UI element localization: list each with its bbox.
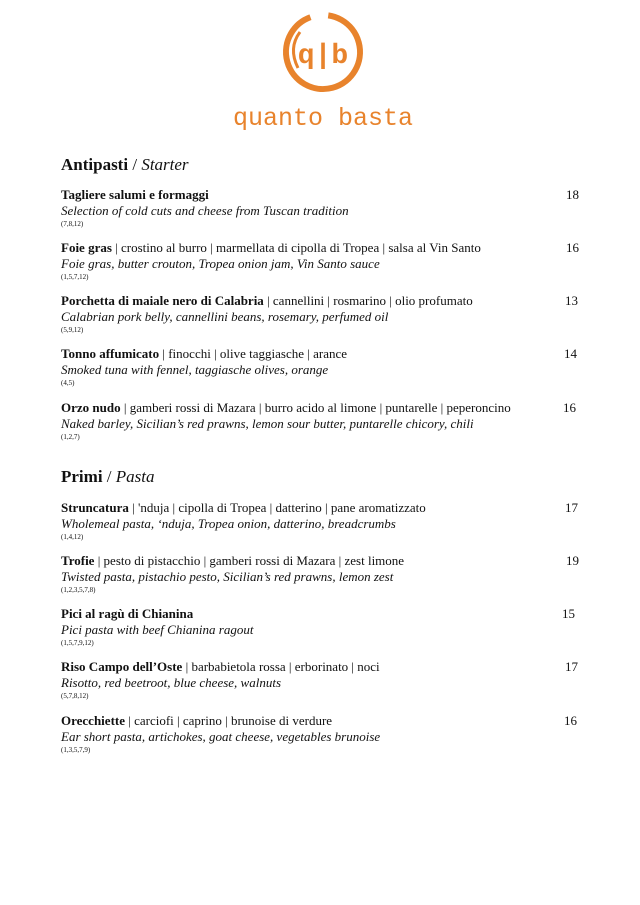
item-name: Foie gras (61, 240, 112, 255)
item-allergens: (1,2,7) (61, 433, 80, 441)
item-price: 13 (565, 293, 578, 308)
logo-monogram-icon (278, 8, 368, 98)
menu-item (61, 553, 581, 595)
item-name: Porchetta di maiale nero di Calabria (61, 293, 264, 308)
item-price: 19 (566, 553, 579, 568)
item-price: 14 (564, 346, 577, 361)
item-name: Orecchiette (61, 713, 125, 728)
menu-item (61, 187, 581, 229)
item-details: | cannellini | rosmarino | olio profumato (263, 293, 473, 308)
item-name: Tonno affumicato (61, 346, 160, 361)
item-details: | pesto di pistacchio | gamberi rossi di Mazara | zest limone (94, 553, 405, 568)
menu-item (61, 606, 581, 648)
item-english: Ear short pasta, artichokes, goat cheese, vegetables brunoise (61, 729, 381, 744)
item-price: 16 (564, 713, 577, 728)
item-english: Calabrian pork belly, cannellini beans, rosemary, perfumed oil (61, 309, 389, 324)
menu-item (61, 713, 581, 755)
item-name: Tagliere salumi e formaggi (61, 187, 209, 202)
item-details: | crostino al burro | marmellata di cipolla di Tropea | salsa al Vin Santo (111, 240, 481, 255)
item-allergens: (1,4,12) (61, 533, 84, 541)
item-details: | carciofi | caprino | brunoise di verdure (125, 713, 333, 728)
item-english: Selection of cold cuts and cheese from Tuscan tradition (61, 203, 349, 218)
section-title-antipasti: Antipasti / Starter (61, 155, 189, 174)
menu-item (61, 293, 581, 335)
menu-item (61, 500, 581, 542)
item-english: Twisted pasta, pistachio pesto, Sicilian’s red prawns, lemon zest (61, 569, 394, 584)
item-name: Trofie (61, 553, 95, 568)
menu-item (61, 659, 581, 701)
item-price: 16 (563, 400, 576, 415)
restaurant-logo (228, 8, 418, 133)
item-allergens: (1,5,7,12) (61, 273, 89, 281)
item-details: | barbabietola rossa | erborinato | noci (182, 659, 380, 674)
item-english: Foie gras, butter crouton, Tropea onion jam, Vin Santo sauce (61, 256, 380, 271)
item-details: | gamberi rossi di Mazara | burro acido al limone | puntarelle | peperoncino (120, 400, 511, 415)
item-allergens: (1,5,7,9,12) (61, 639, 94, 647)
menu-item (61, 240, 581, 282)
item-details: | finocchi | olive taggiasche | arance (159, 346, 348, 361)
item-price: 18 (566, 187, 579, 202)
item-allergens: (7,8,12) (61, 220, 84, 228)
item-english: Risotto, red beetroot, blue cheese, walnuts (61, 675, 281, 690)
logo-name: quanto basta (232, 104, 414, 133)
item-price: 17 (565, 500, 578, 515)
item-allergens: (5,9,12) (61, 326, 84, 334)
section-title-primi: Primi / Pasta (61, 467, 155, 486)
item-english: Wholemeal pasta, ‘nduja, Tropea onion, datterino, breadcrumbs (61, 516, 396, 531)
item-name: Riso Campo dell’Oste (61, 659, 183, 674)
item-name: Pici al ragù di Chianina (61, 606, 194, 621)
item-price: 16 (566, 240, 579, 255)
item-name: Struncatura (61, 500, 129, 515)
item-name: Orzo nudo (61, 400, 121, 415)
menu-item (61, 346, 581, 388)
item-allergens: (1,2,3,5,7,8) (61, 586, 96, 594)
item-english: Naked barley, Sicilian’s red prawns, lemon sour butter, puntarelle chicory, chili (61, 416, 474, 431)
item-price: 15 (562, 606, 575, 621)
item-allergens: (1,3,5,7,9) (61, 746, 91, 754)
item-english: Smoked tuna with fennel, taggiasche olives, orange (61, 362, 329, 377)
item-allergens: (5,7,8,12) (61, 692, 89, 700)
logo-monogram: q|b (297, 41, 349, 72)
item-allergens: (4,5) (61, 379, 75, 387)
item-details: | 'nduja | cipolla di Tropea | datterino | pane aromatizzato (128, 500, 426, 515)
menu-item (61, 400, 581, 442)
item-english: Pici pasta with beef Chianina ragout (61, 622, 254, 637)
item-price: 17 (565, 659, 578, 674)
